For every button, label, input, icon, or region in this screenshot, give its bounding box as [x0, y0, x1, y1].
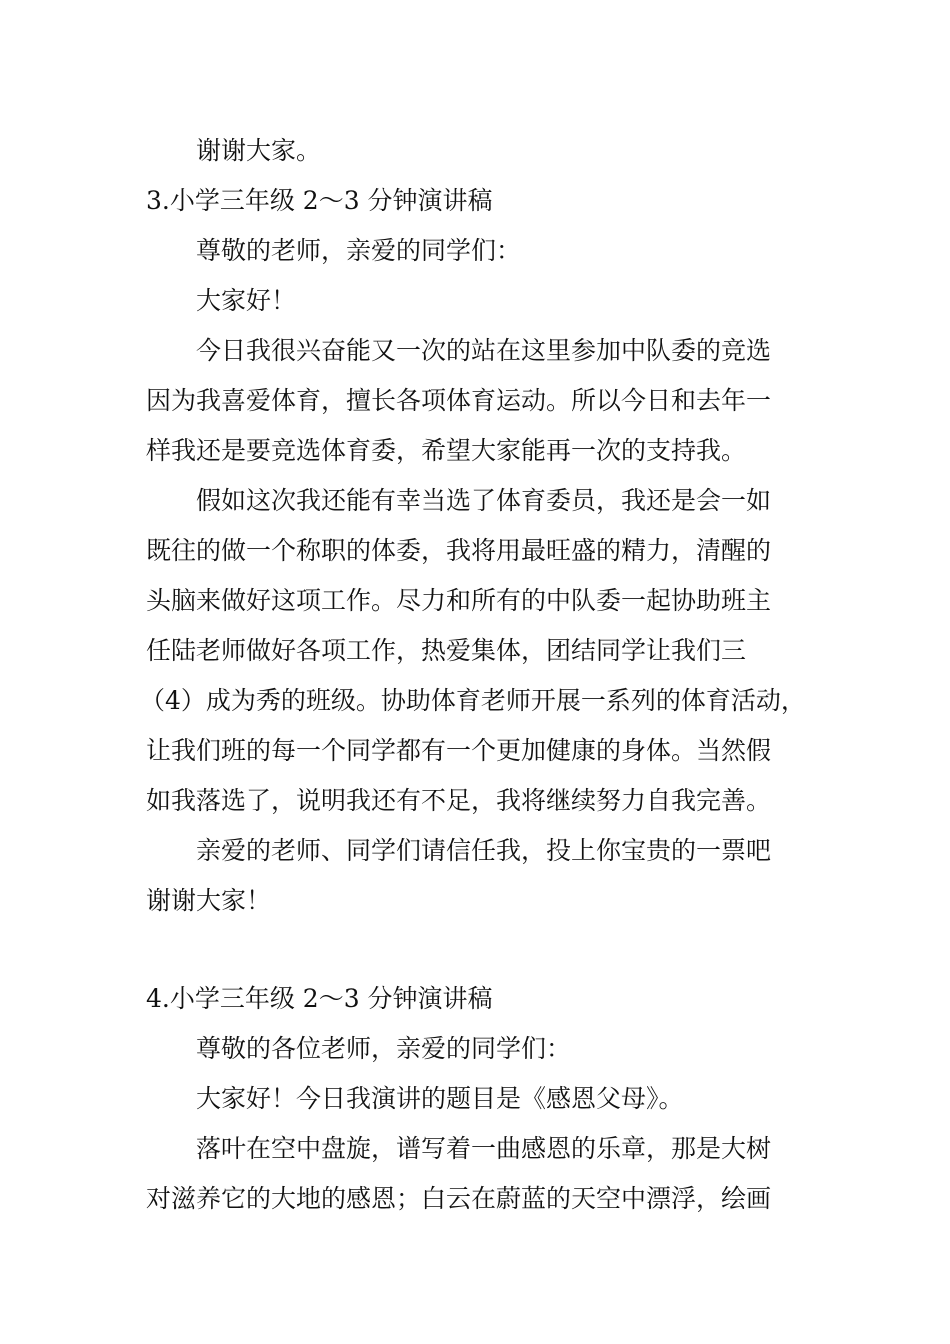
greeting-line: 大家好！ — [196, 286, 297, 315]
text-line: 谢谢大家！ — [146, 886, 272, 915]
text-line: 对滋养它的大地的感恩；白云在蔚蓝的天空中漂浮，绘画 — [146, 1184, 772, 1213]
section-heading: 3.小学三年级 2～3 分钟演讲稿 — [146, 186, 493, 215]
text-line: 落叶在空中盘旋，谱写着一曲感恩的乐章，那是大树 — [196, 1134, 772, 1163]
text-line: 亲爱的老师、同学们请信任我，投上你宝贵的一票吧 — [196, 836, 772, 865]
text-line: 如我落选了，说明我还有不足，我将继续努力自我完善。 — [146, 786, 772, 815]
text-line: 任陆老师做好各项工作，热爱集体，团结同学让我们三 — [146, 636, 747, 665]
text-line: 既往的做一个称职的体委，我将用最旺盛的精力，清醒的 — [146, 536, 772, 565]
text-line: 样我还是要竞选体育委，希望大家能再一次的支持我。 — [146, 436, 747, 465]
greeting-line: 大家好！今日我演讲的题目是《感恩父母》。 — [196, 1084, 684, 1113]
text-line: 让我们班的每一个同学都有一个更加健康的身体。当然假 — [146, 736, 772, 765]
text-line: 谢谢大家。 — [196, 136, 322, 165]
salutation-line: 尊敬的各位老师，亲爱的同学们： — [196, 1034, 572, 1063]
salutation-line: 尊敬的老师，亲爱的同学们： — [196, 236, 522, 265]
text-line: （4）成为秀的班级。协助体育老师开展一系列的体育活动， — [140, 686, 806, 715]
text-line: 今日我很兴奋能又一次的站在这里参加中队委的竞选 — [196, 336, 772, 365]
text-line: 头脑来做好这项工作。尽力和所有的中队委一起协助班主 — [146, 586, 772, 615]
text-line: 假如这次我还能有幸当选了体育委员，我还是会一如 — [196, 486, 772, 515]
section-heading: 4.小学三年级 2～3 分钟演讲稿 — [146, 984, 493, 1013]
text-line: 因为我喜爱体育，擅长各项体育运动。所以今日和去年一 — [146, 386, 772, 415]
